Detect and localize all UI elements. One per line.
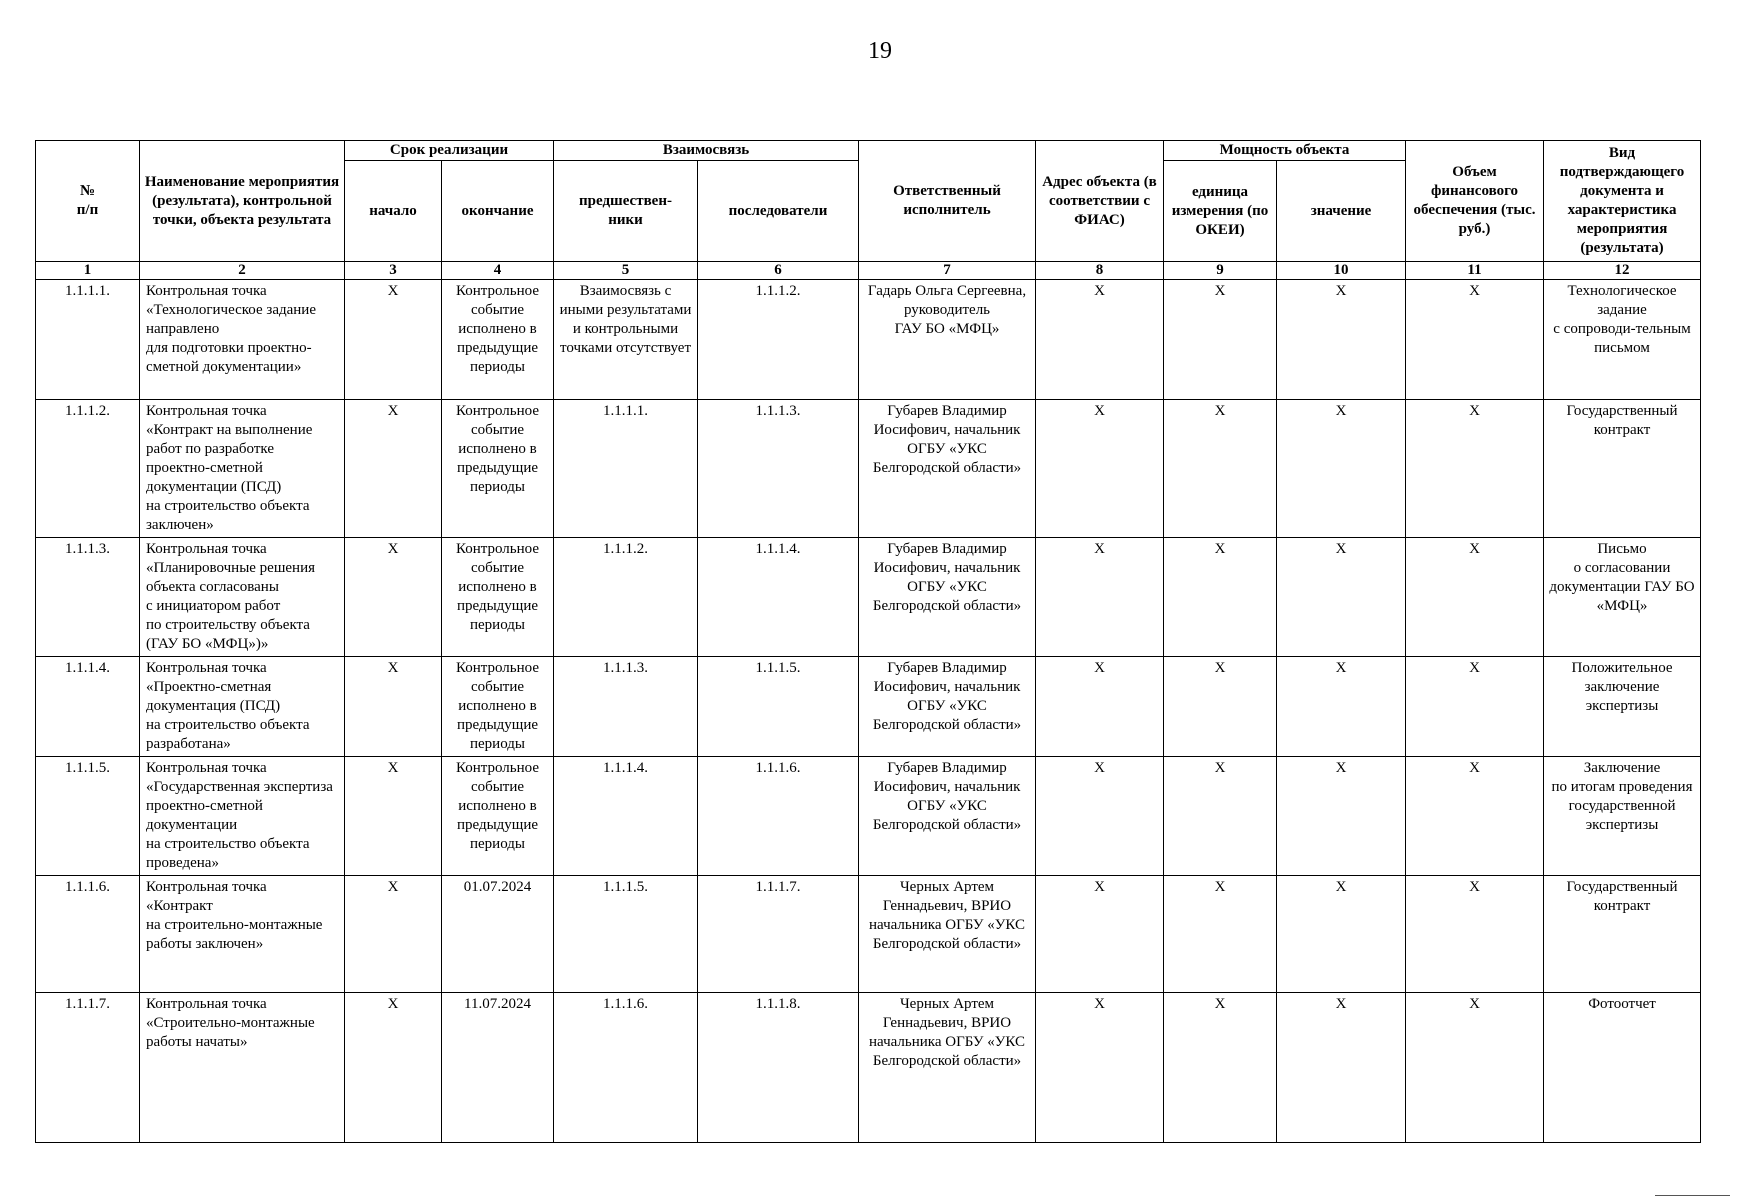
row-successors: 1.1.1.4. bbox=[698, 538, 859, 657]
row-unit: X bbox=[1164, 538, 1277, 657]
row-responsible: Черных Артем Геннадьевич, ВРИО начальника ОГБУ «УКС Белгородской области» bbox=[859, 993, 1036, 1143]
header-doc-type: Вид подтверждающего документа и характеристика мероприятия (результата) bbox=[1544, 141, 1701, 262]
row-successors: 1.1.1.8. bbox=[698, 993, 859, 1143]
row-start: X bbox=[345, 538, 442, 657]
column-number: 1 bbox=[36, 262, 140, 280]
row-start: X bbox=[345, 876, 442, 993]
row-end: 11.07.2024 bbox=[442, 993, 554, 1143]
row-funding: X bbox=[1406, 757, 1544, 876]
row-address: X bbox=[1036, 400, 1164, 538]
row-doc-type: Государственный контракт bbox=[1544, 400, 1701, 538]
row-doc-type: Положительное заключение экспертизы bbox=[1544, 657, 1701, 757]
header-predecessors: предшествен- ники bbox=[554, 161, 698, 262]
row-end: Контрольное событие исполнено в предыдущие периоды bbox=[442, 757, 554, 876]
column-number: 3 bbox=[345, 262, 442, 280]
column-number: 12 bbox=[1544, 262, 1701, 280]
header-unit: единица измерения (по ОКЕИ) bbox=[1164, 161, 1277, 262]
row-predecessors: 1.1.1.3. bbox=[554, 657, 698, 757]
margin-stroke bbox=[1655, 1195, 1730, 1196]
table-row bbox=[36, 400, 1701, 538]
column-number: 6 bbox=[698, 262, 859, 280]
row-funding: X bbox=[1406, 280, 1544, 400]
row-responsible: Губарев Владимир Иосифович, начальник ОГБУ «УКС Белгородской области» bbox=[859, 538, 1036, 657]
row-value: X bbox=[1277, 657, 1406, 757]
row-end: 01.07.2024 bbox=[442, 876, 554, 993]
row-predecessors: 1.1.1.5. bbox=[554, 876, 698, 993]
column-number: 7 bbox=[859, 262, 1036, 280]
row-name: Контрольная точка «Технологическое задание направлено для подготовки проектно-сметной документации» bbox=[140, 280, 345, 400]
header-name: Наименование мероприятия (результата), контрольной точки, объекта результата bbox=[140, 141, 345, 262]
row-unit: X bbox=[1164, 757, 1277, 876]
row-name: Контрольная точка «Государственная экспертиза проектно-сметной документации на строительство объекта проведена» bbox=[140, 757, 345, 876]
row-number: 1.1.1.2. bbox=[36, 400, 140, 538]
header-term-group: Срок реализации bbox=[345, 141, 554, 161]
row-name: Контрольная точка «Контракт на строительно-монтажные работы заключен» bbox=[140, 876, 345, 993]
row-start: X bbox=[345, 280, 442, 400]
row-funding: X bbox=[1406, 400, 1544, 538]
row-start: X bbox=[345, 657, 442, 757]
row-successors: 1.1.1.7. bbox=[698, 876, 859, 993]
row-end: Контрольное событие исполнено в предыдущие периоды bbox=[442, 657, 554, 757]
row-value: X bbox=[1277, 993, 1406, 1143]
row-funding: X bbox=[1406, 993, 1544, 1143]
row-end: Контрольное событие исполнено в предыдущие периоды bbox=[442, 400, 554, 538]
row-value: X bbox=[1277, 538, 1406, 657]
row-successors: 1.1.1.6. bbox=[698, 757, 859, 876]
row-predecessors: 1.1.1.6. bbox=[554, 993, 698, 1143]
row-predecessors: 1.1.1.4. bbox=[554, 757, 698, 876]
row-name: Контрольная точка «Строительно-монтажные работы начаты» bbox=[140, 993, 345, 1143]
row-start: X bbox=[345, 993, 442, 1143]
row-value: X bbox=[1277, 757, 1406, 876]
header-link-group: Взаимосвязь bbox=[554, 141, 859, 161]
row-number: 1.1.1.4. bbox=[36, 657, 140, 757]
row-address: X bbox=[1036, 657, 1164, 757]
table-row bbox=[36, 657, 1701, 757]
row-address: X bbox=[1036, 280, 1164, 400]
row-address: X bbox=[1036, 993, 1164, 1143]
table-row bbox=[36, 538, 1701, 657]
column-number: 4 bbox=[442, 262, 554, 280]
row-successors: 1.1.1.5. bbox=[698, 657, 859, 757]
row-doc-type: Заключение по итогам проведения государственной экспертизы bbox=[1544, 757, 1701, 876]
row-start: X bbox=[345, 400, 442, 538]
header-successors: последователи bbox=[698, 161, 859, 262]
row-name: Контрольная точка «Проектно-сметная документация (ПСД) на строительство объекта разработана» bbox=[140, 657, 345, 757]
column-number: 5 bbox=[554, 262, 698, 280]
row-address: X bbox=[1036, 538, 1164, 657]
row-doc-type: Письмо о согласовании документации ГАУ БО «МФЦ» bbox=[1544, 538, 1701, 657]
row-number: 1.1.1.3. bbox=[36, 538, 140, 657]
table-row bbox=[36, 876, 1701, 993]
header-end: окончание bbox=[442, 161, 554, 262]
row-number: 1.1.1.6. bbox=[36, 876, 140, 993]
row-unit: X bbox=[1164, 657, 1277, 757]
row-successors: 1.1.1.3. bbox=[698, 400, 859, 538]
column-number: 11 bbox=[1406, 262, 1544, 280]
header-responsible: Ответственный исполнитель bbox=[859, 141, 1036, 262]
column-number: 10 bbox=[1277, 262, 1406, 280]
header-address: Адрес объекта (в соответствии с ФИАС) bbox=[1036, 141, 1164, 262]
row-responsible: Гадарь Ольга Сергеевна, руководитель ГАУ БО «МФЦ» bbox=[859, 280, 1036, 400]
row-unit: X bbox=[1164, 993, 1277, 1143]
table-row bbox=[36, 757, 1701, 876]
row-successors: 1.1.1.2. bbox=[698, 280, 859, 400]
header-value: значение bbox=[1277, 161, 1406, 262]
table-row bbox=[36, 280, 1701, 400]
row-doc-type: Фотоотчет bbox=[1544, 993, 1701, 1143]
header-capacity-group: Мощность объекта bbox=[1164, 141, 1406, 161]
row-value: X bbox=[1277, 280, 1406, 400]
row-name: Контрольная точка «Контракт на выполнение работ по разработке проектно-сметной документации (ПСД) на строительство объекта заключен» bbox=[140, 400, 345, 538]
column-number: 8 bbox=[1036, 262, 1164, 280]
row-value: X bbox=[1277, 876, 1406, 993]
row-doc-type: Технологическое задание с сопроводи-тельным письмом bbox=[1544, 280, 1701, 400]
row-unit: X bbox=[1164, 400, 1277, 538]
header-group-row bbox=[36, 141, 1701, 161]
row-address: X bbox=[1036, 876, 1164, 993]
column-number: 9 bbox=[1164, 262, 1277, 280]
column-number: 2 bbox=[140, 262, 345, 280]
row-number: 1.1.1.5. bbox=[36, 757, 140, 876]
row-funding: X bbox=[1406, 876, 1544, 993]
row-responsible: Черных Артем Геннадьевич, ВРИО начальника ОГБУ «УКС Белгородской области» bbox=[859, 876, 1036, 993]
row-start: X bbox=[345, 757, 442, 876]
row-address: X bbox=[1036, 757, 1164, 876]
row-responsible: Губарев Владимир Иосифович, начальник ОГБУ «УКС Белгородской области» bbox=[859, 400, 1036, 538]
column-number-row bbox=[36, 262, 1701, 280]
row-number: 1.1.1.1. bbox=[36, 280, 140, 400]
table-row bbox=[36, 993, 1701, 1143]
row-predecessors: 1.1.1.1. bbox=[554, 400, 698, 538]
row-end: Контрольное событие исполнено в предыдущие периоды bbox=[442, 538, 554, 657]
row-predecessors: 1.1.1.2. bbox=[554, 538, 698, 657]
row-name: Контрольная точка «Планировочные решения объекта согласованы с инициатором работ по строительству объекта (ГАУ БО «МФЦ»)» bbox=[140, 538, 345, 657]
row-unit: X bbox=[1164, 876, 1277, 993]
header-num: № п/п bbox=[36, 141, 140, 262]
row-doc-type: Государственный контракт bbox=[1544, 876, 1701, 993]
row-funding: X bbox=[1406, 657, 1544, 757]
page-number: 19 bbox=[868, 38, 892, 64]
row-predecessors: Взаимосвязь с иными результатами и контрольными точками отсутствует bbox=[554, 280, 698, 400]
header-start: начало bbox=[345, 161, 442, 262]
row-value: X bbox=[1277, 400, 1406, 538]
row-number: 1.1.1.7. bbox=[36, 993, 140, 1143]
row-end: Контрольное событие исполнено в предыдущие периоды bbox=[442, 280, 554, 400]
header-funding: Объем финансового обеспечения (тыс. руб.) bbox=[1406, 141, 1544, 262]
row-responsible: Губарев Владимир Иосифович, начальник ОГБУ «УКС Белгородской области» bbox=[859, 657, 1036, 757]
control-points-table bbox=[35, 140, 1701, 1143]
row-responsible: Губарев Владимир Иосифович, начальник ОГБУ «УКС Белгородской области» bbox=[859, 757, 1036, 876]
row-funding: X bbox=[1406, 538, 1544, 657]
row-unit: X bbox=[1164, 280, 1277, 400]
